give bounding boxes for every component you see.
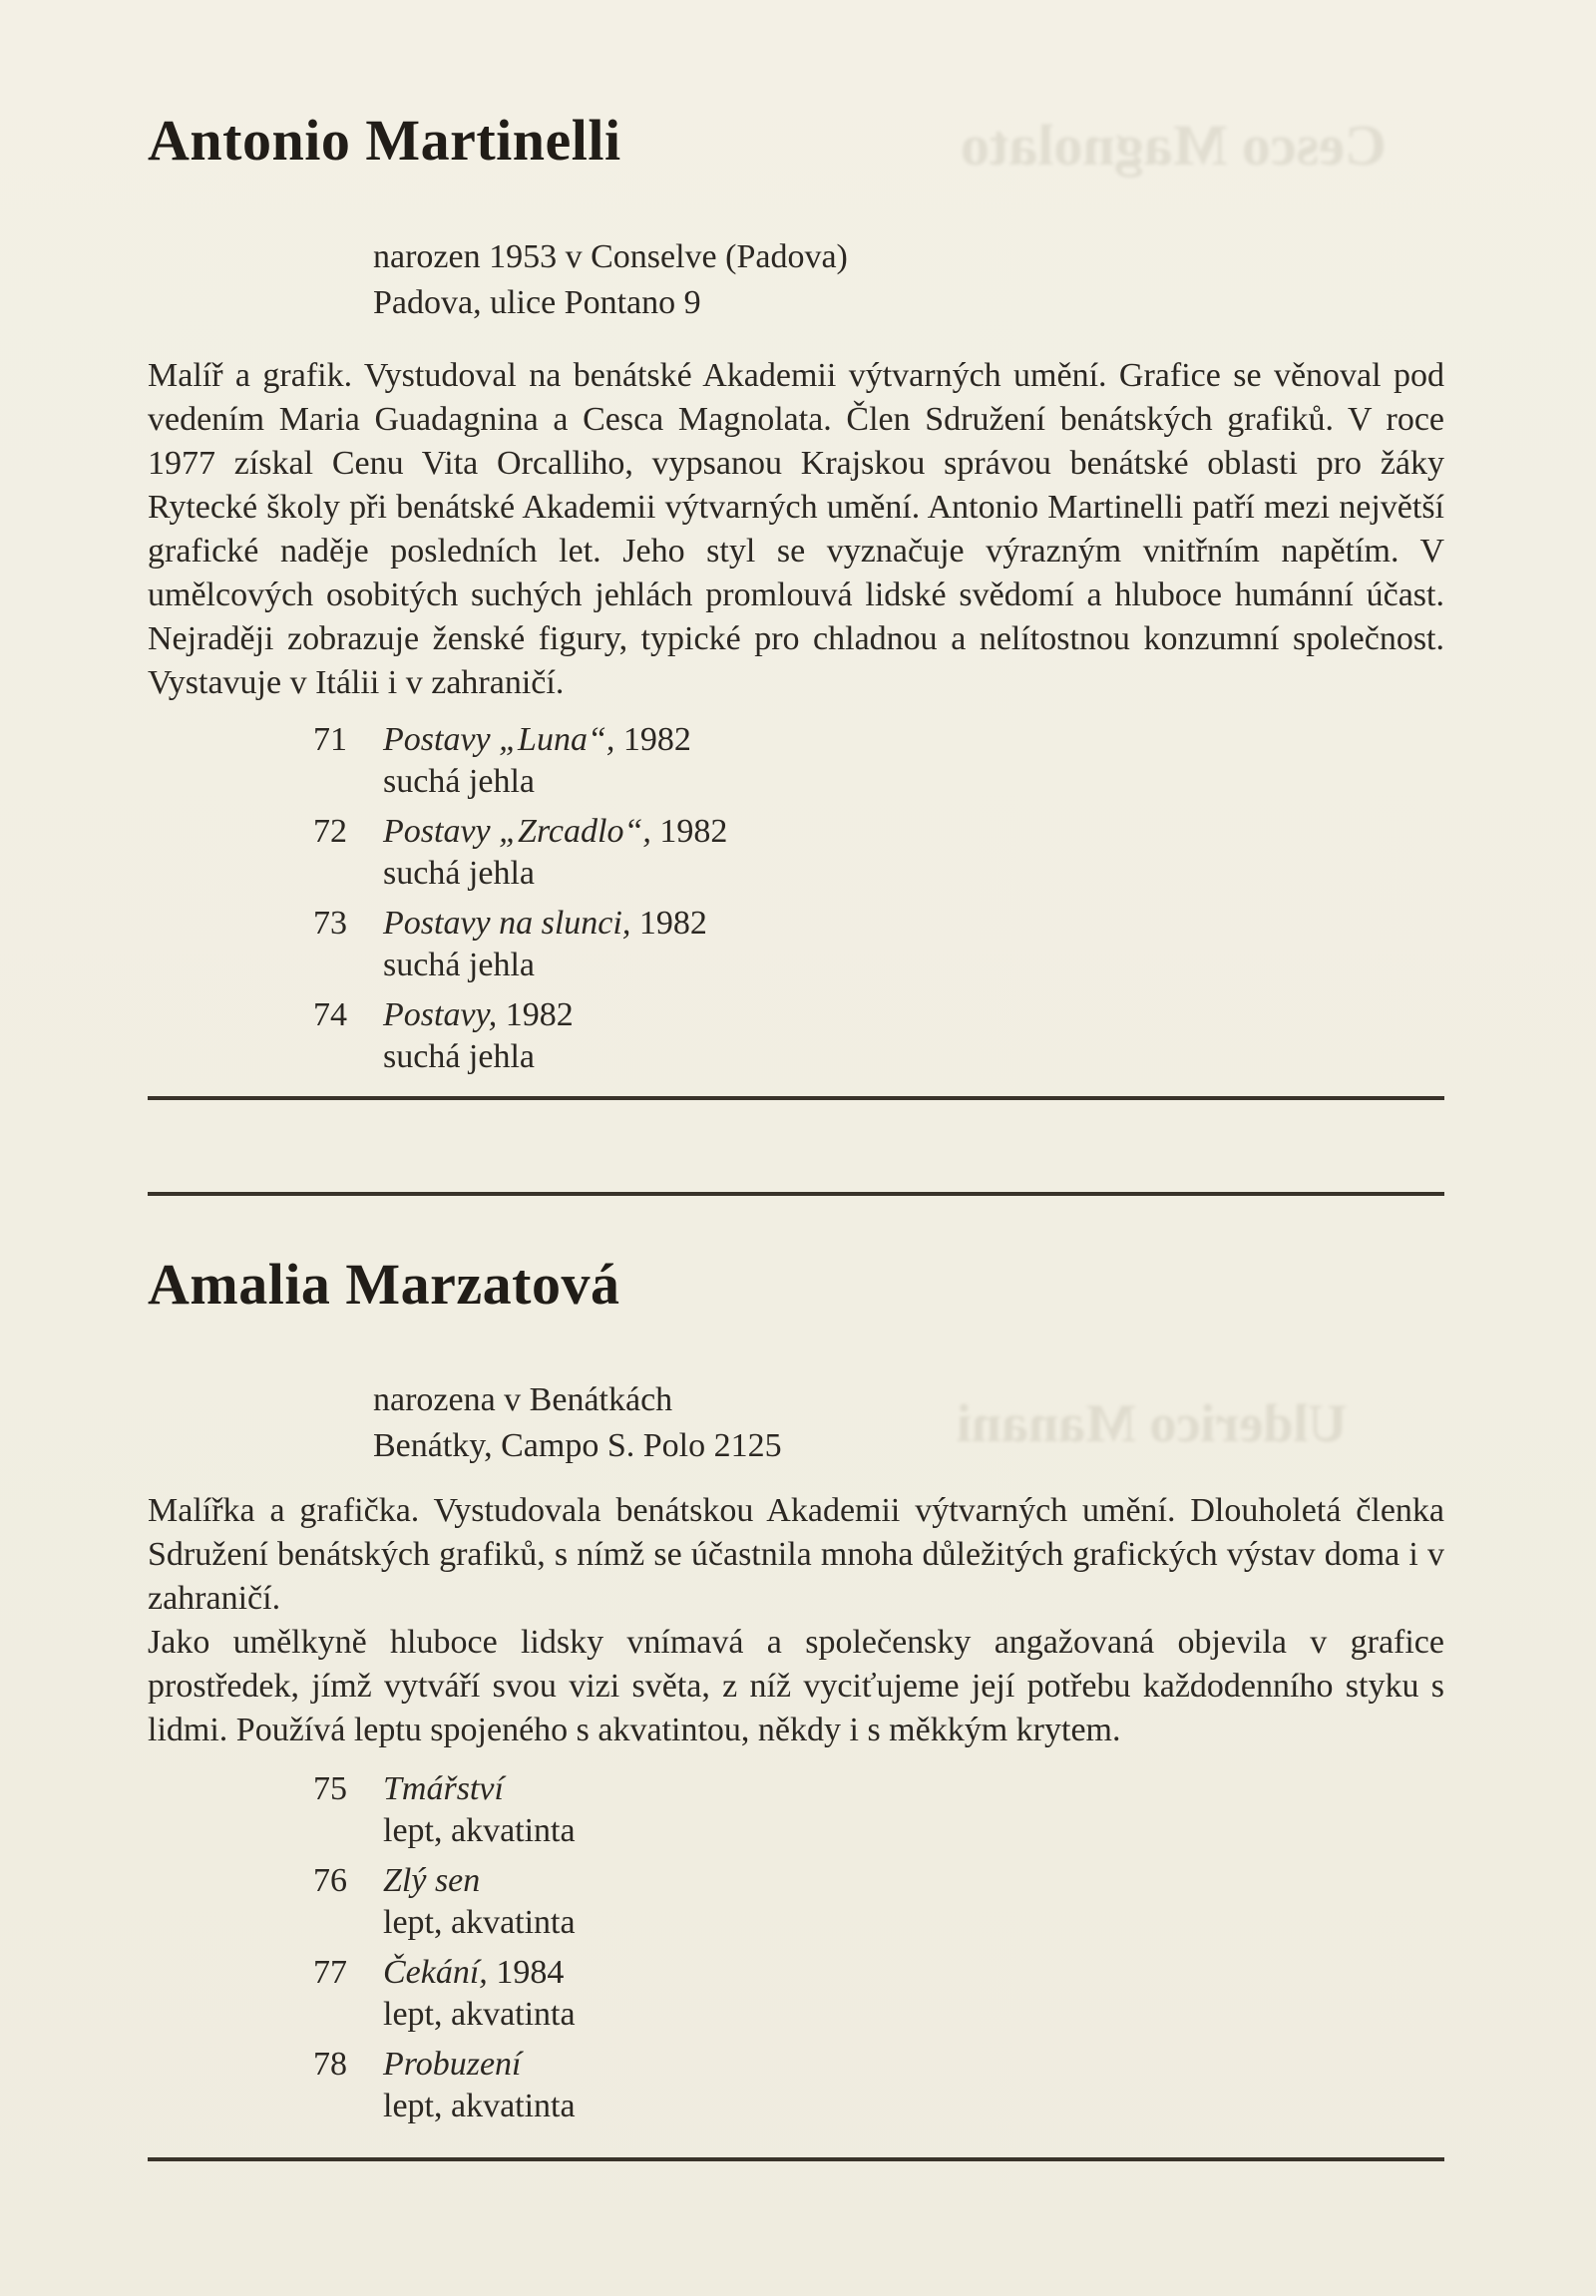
- show-through-text: Ulderico Manani: [956, 1393, 1347, 1453]
- work-details: [383, 1860, 576, 1944]
- work-details: [383, 1768, 576, 1852]
- work-number: 71: [313, 720, 347, 758]
- work-number: 76: [313, 1862, 347, 1900]
- work-technique: lept, akvatinta: [383, 1996, 576, 2034]
- work-technique: suchá jehla: [383, 762, 535, 800]
- artist-entry-marzatova: [148, 1252, 1444, 2128]
- artist-entry-martinelli: [148, 108, 1444, 1078]
- work-item: [313, 903, 1444, 986]
- work-year: 1984: [496, 1954, 565, 1992]
- work-number: 74: [313, 995, 347, 1033]
- work-details: [383, 1952, 576, 2036]
- biography-paragraph: Jako umělkyně hluboce lidsky vnímavá a společensky angažovaná objevila v grafice prostředek, jímž vytváří svou vizi světa, z níž vyciťujeme její potřebu každodenního styku s lidmi. Používá leptu spojeného s akvatintou, někdy i s měkkým krytem.: [148, 1624, 1444, 1749]
- work-item: [313, 719, 1444, 803]
- artist-birth-line: narozena v Benátkách: [373, 1381, 673, 1419]
- artist-name-heading: Antonio Martinelli: [148, 108, 621, 173]
- page-bottom-rule: [148, 2157, 1444, 2161]
- work-year: 1982: [638, 904, 707, 942]
- work-number: 77: [313, 1954, 347, 1992]
- work-details: [383, 811, 727, 895]
- work-title: Čekání,: [383, 1954, 488, 1992]
- work-title: Postavy „Zrcadlo“,: [383, 812, 651, 850]
- artist-biography: [148, 354, 1444, 705]
- biography-paragraph: Malíř a grafik. Vystudoval na benátské Akademii výtvarných umění. Grafice se věnoval pod vedením Maria Guadagnina a Cesca Magnolata. Člen Sdružení benátských grafiků. V roce 1977 získal Cenu Vita Orcalliho, vypsanou Krajskou správou benátské oblasti pro žáky Rytecké školy při benátské Akademii výtvarných umění. Antonio Martinelli patří mezi největší grafické naděje posledních let. Jeho styl se vyznačuje výrazným vnitřním napětím. V umělcových osobitých suchých jehlách promlouvá lidské svědomí a hluboce humánní účast. Nejraději zobrazuje ženské figury, typické pro chladnou a nelítostnou konzumní společnost. Vystavuje v Itálii i v zahraničí.: [148, 356, 1444, 701]
- work-technique: lept, akvatinta: [383, 1812, 576, 1850]
- work-number: 75: [313, 1770, 347, 1808]
- work-technique: lept, akvatinta: [383, 2088, 576, 2125]
- biography-paragraph: Malířka a grafička. Vystudovala benátskou Akademii výtvarných umění. Dlouholetá členka Sdružení benátských grafiků, s nímž se účastnila mnoha důležitých grafických výstav doma i v zahraničí.: [148, 1492, 1444, 1618]
- work-title: Postavy „Luna“,: [383, 720, 615, 758]
- work-year: 1982: [659, 812, 728, 850]
- works-list: [313, 719, 1444, 1078]
- work-year: 1982: [505, 995, 574, 1033]
- section-divider: [148, 1096, 1444, 1100]
- work-details: [383, 2044, 576, 2127]
- work-title: Tmářství: [383, 1770, 504, 1808]
- work-details: [383, 994, 574, 1078]
- work-item: [313, 1952, 1444, 2036]
- works-list: [313, 1768, 1444, 2127]
- work-item: [313, 1860, 1444, 1944]
- work-item: [313, 811, 1444, 895]
- work-item: [313, 994, 1444, 1078]
- artist-birth-line: narozen 1953 v Conselve (Padova): [373, 237, 848, 275]
- work-title: Postavy,: [383, 995, 498, 1033]
- work-title: Zlý sen: [383, 1862, 481, 1900]
- work-number: 78: [313, 2046, 347, 2084]
- show-through-text: Cesco Magnolato: [961, 113, 1387, 178]
- work-technique: suchá jehla: [383, 946, 535, 983]
- work-technique: suchá jehla: [383, 854, 535, 892]
- work-number: 73: [313, 904, 347, 942]
- work-details: [383, 719, 691, 803]
- artist-address-block: [373, 234, 1444, 326]
- work-details: [383, 903, 707, 986]
- work-technique: suchá jehla: [383, 1037, 535, 1075]
- work-title: Postavy na slunci,: [383, 904, 631, 942]
- work-year: 1982: [622, 720, 691, 758]
- work-technique: lept, akvatinta: [383, 1904, 576, 1942]
- artist-biography: [148, 1489, 1444, 1752]
- artist-address-line: Benátky, Campo S. Polo 2125: [373, 1427, 782, 1465]
- artist-name-heading: Amalia Marzatová: [148, 1251, 620, 1317]
- section-divider: [148, 1192, 1444, 1196]
- work-item: [313, 2044, 1444, 2127]
- artist-address-line: Padova, ulice Pontano 9: [373, 283, 701, 321]
- artist-address-block: [373, 1377, 1444, 1469]
- work-title: Probuzení: [383, 2046, 522, 2084]
- work-item: [313, 1768, 1444, 1852]
- work-number: 72: [313, 812, 347, 850]
